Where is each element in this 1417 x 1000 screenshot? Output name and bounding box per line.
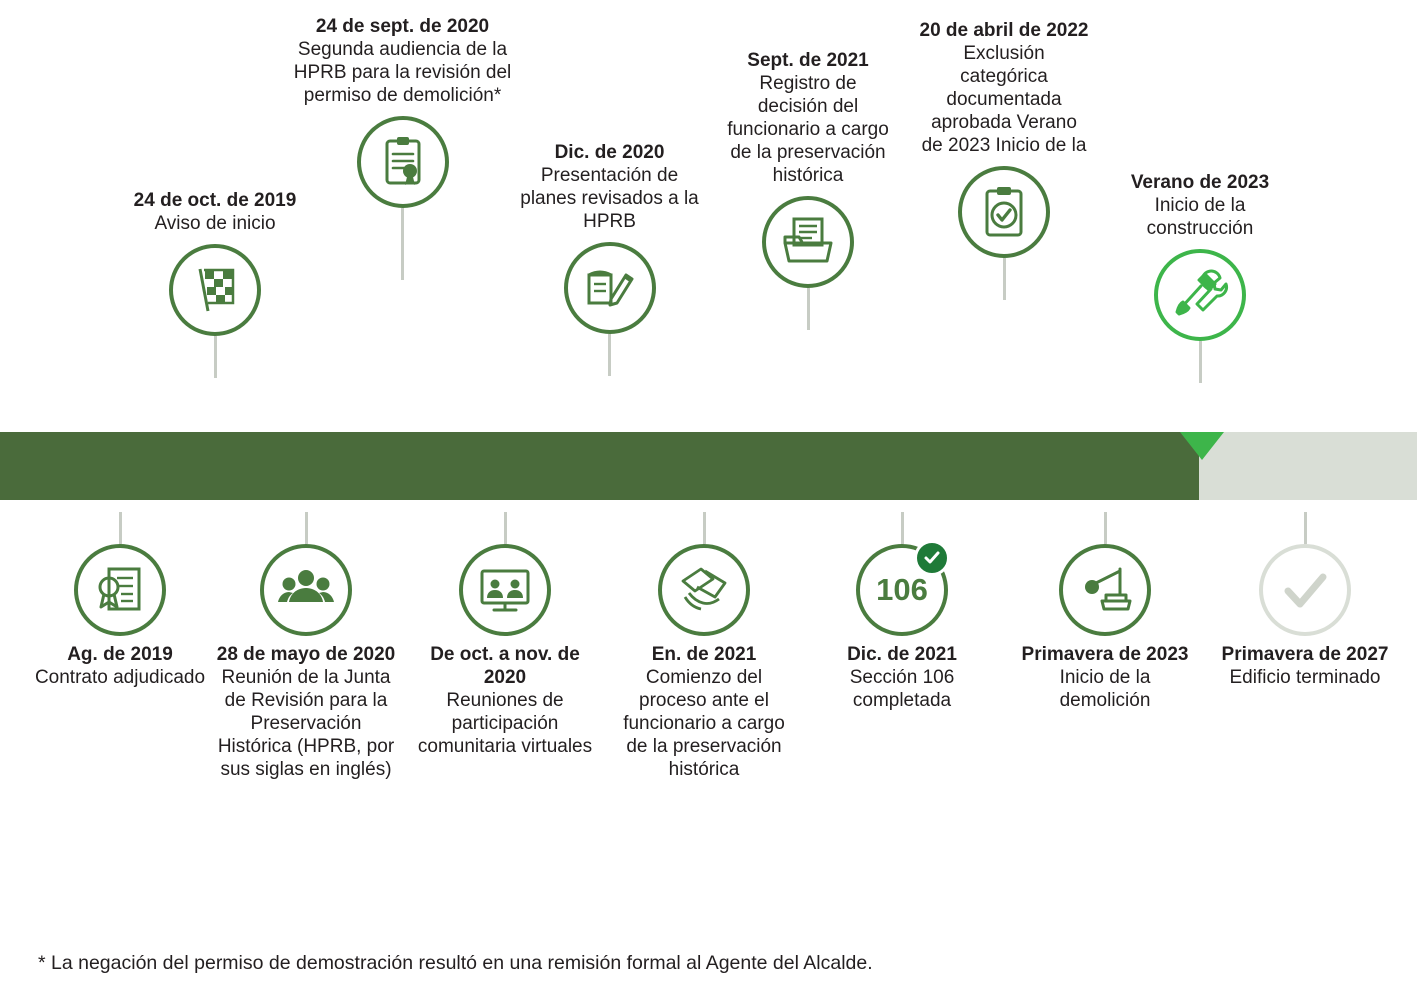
timeline-item-stem [703, 512, 706, 544]
timeline-item-seccion-106 [812, 512, 992, 713]
timeline-item-label [1215, 644, 1395, 690]
timeline-item-desc: Aviso de inicio [154, 212, 276, 234]
timeline-item-stem [214, 336, 217, 378]
timeline-item-inicio-construccion [1100, 172, 1300, 383]
timeline-item-label [415, 644, 595, 759]
timeline-item-desc: Edificio terminado [1229, 666, 1381, 688]
timeline-item-reunion-junta-revision [212, 512, 400, 782]
timeline-item-comienzo-proceso [614, 512, 794, 782]
handshake-documents-icon [658, 544, 750, 636]
timeline-bar-remaining [1199, 432, 1417, 500]
timeline-item-date: Primavera de 2027 [1221, 644, 1389, 665]
timeline-item-exclusion-categorica [918, 20, 1090, 300]
completed-check-badge-icon [914, 540, 950, 576]
timeline-item-date: Verano de 2023 [1130, 172, 1270, 193]
timeline-item-date: De oct. a nov. de 2020 [430, 644, 580, 688]
timeline-item-stem [807, 288, 810, 330]
timeline-item-label [812, 644, 992, 713]
community-group-icon [260, 544, 352, 636]
excavator-icon [1059, 544, 1151, 636]
clipboard-check-icon [958, 166, 1050, 258]
timeline-item-edificio-terminado [1215, 512, 1395, 690]
check-mark-icon [1259, 544, 1351, 636]
timeline-item-stem [1003, 258, 1006, 300]
timeline-item-date: 28 de mayo de 2020 [216, 644, 396, 665]
timeline-item-desc: Inicio de la demolición [1059, 666, 1151, 711]
timeline-item-label [275, 16, 530, 108]
timeline-item-desc: Sección 106 completada [849, 666, 955, 711]
timeline-item-desc: Reuniones de participación comunitaria virtuales [417, 689, 593, 757]
timeline-item-date: Primavera de 2023 [1021, 644, 1189, 665]
timeline-item-reuniones-virtuales [415, 512, 595, 759]
section-106-number: 106 [876, 572, 928, 607]
timeline-item-desc: Exclusión categórica documentada aprobada Verano de 2023 Inicio de la [921, 42, 1087, 156]
timeline-item-contrato-adjudicado [30, 512, 210, 690]
timeline-bar-progress [0, 432, 1199, 500]
timeline-item-date: 24 de sept. de 2020 [315, 16, 490, 37]
timeline-item-date: 24 de oct. de 2019 [133, 190, 297, 211]
timeline-item-date: Sept. de 2021 [747, 50, 869, 71]
timeline-item-segunda-audiencia-hprb [275, 16, 530, 280]
timeline-item-date: Ag. de 2019 [67, 644, 173, 665]
timeline-item-label [614, 644, 794, 782]
timeline-item-stem [1199, 341, 1202, 383]
timeline-item-date: 20 de abril de 2022 [919, 20, 1089, 41]
timeline-current-marker [1180, 432, 1224, 460]
timeline-item-label [722, 50, 894, 188]
timeline-item-stem [1104, 512, 1107, 544]
timeline-item-registro-decision [722, 50, 894, 330]
timeline-item-desc: Reunión de la Junta de Revisión para la Preservación Histórica (HPRB, por sus siglas en inglés) [217, 666, 395, 780]
timeline-item-inicio-demolicion [1015, 512, 1195, 713]
timeline-item-desc: Comienzo del proceso ante el funcionario a cargo de la preservación histórica [623, 666, 785, 780]
footnote: * La negación del permiso de demostración resultó en una remisión formal al Agente del Alcalde. [38, 952, 873, 974]
file-folder-icon [762, 196, 854, 288]
clipboard-seal-icon [357, 116, 449, 208]
checkered-flag-icon [169, 244, 261, 336]
timeline-item-label [512, 142, 707, 234]
timeline-item-stem [504, 512, 507, 544]
timeline-item-desc: Segunda audiencia de la HPRB para la revisión del permiso de demolición* [293, 38, 512, 106]
timeline-item-label [30, 644, 210, 690]
timeline-item-desc: Contrato adjudicado [34, 666, 206, 688]
timeline-item-stem [1304, 512, 1307, 544]
timeline-item-label [918, 20, 1090, 158]
timeline-item-date: Dic. de 2021 [847, 644, 957, 665]
timeline-bar [0, 432, 1417, 500]
timeline-item-stem [901, 512, 904, 544]
timeline-item-desc: Registro de decisión del funcionario a cargo de la preservación histórica [727, 72, 889, 186]
timeline-item-stem [119, 512, 122, 544]
timeline-item-label [1100, 172, 1300, 241]
timeline-item-desc: Presentación de planes revisados a la HPRB [520, 164, 699, 232]
tools-icon [1154, 249, 1246, 341]
timeline-item-stem [305, 512, 308, 544]
timeline-item-date: En. de 2021 [651, 644, 757, 665]
timeline-item-label [1015, 644, 1195, 713]
video-meeting-icon [459, 544, 551, 636]
timeline-item-label [212, 644, 400, 782]
certificate-icon [74, 544, 166, 636]
timeline-item-stem [401, 208, 404, 280]
timeline-item-stem [608, 334, 611, 376]
drafting-pencil-icon [564, 242, 656, 334]
timeline-item-desc: Inicio de la construcción [1146, 194, 1254, 239]
timeline-item-date: Dic. de 2020 [554, 142, 665, 163]
timeline-item-planes-revisados [512, 142, 707, 376]
